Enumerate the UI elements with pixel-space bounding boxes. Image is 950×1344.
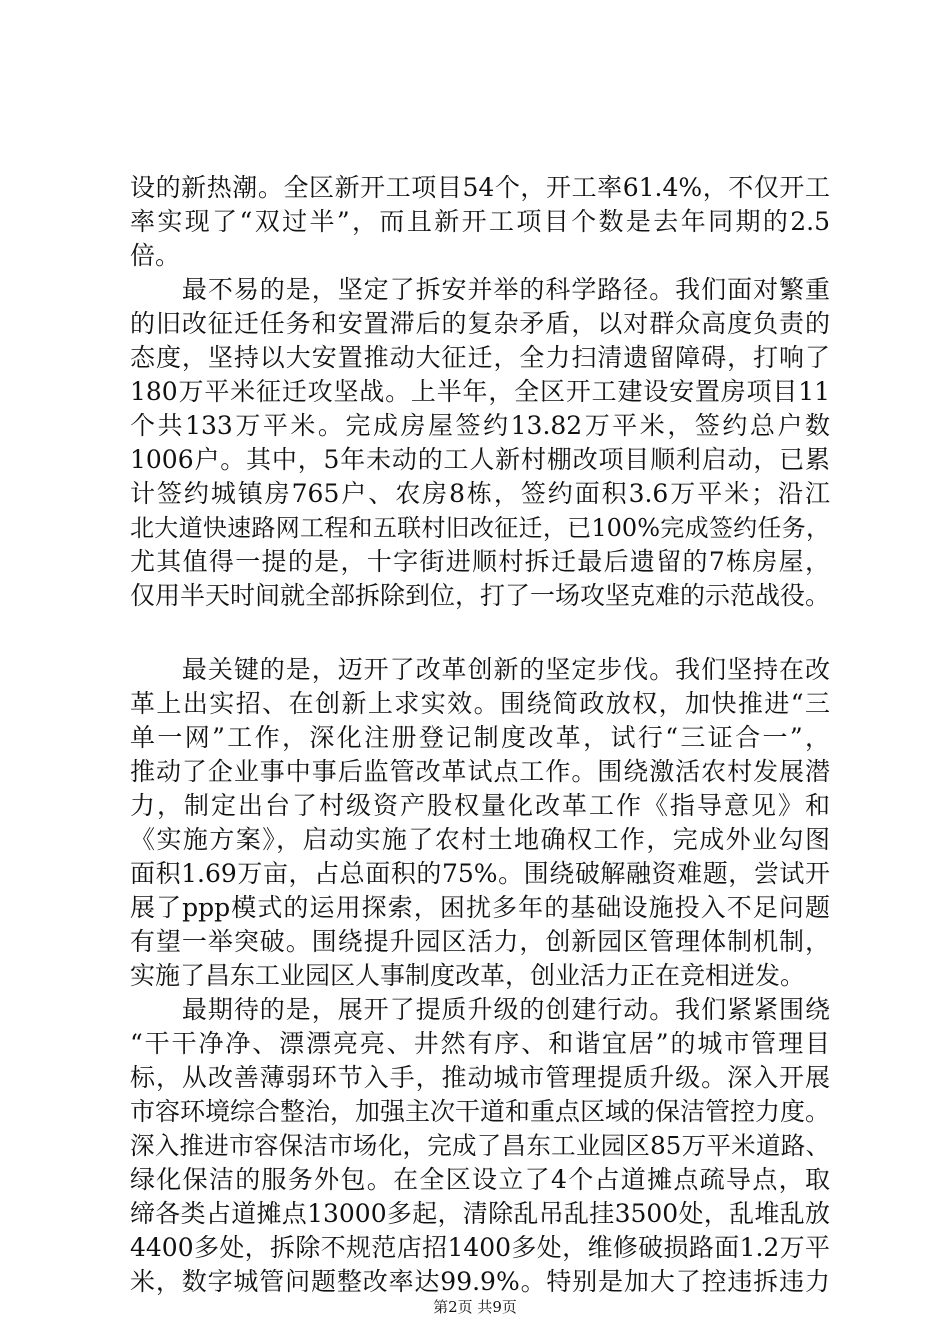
page-number-footer: 第2页 共9页 — [433, 1298, 517, 1316]
body-text-line: 有望一举突破。围绕提升园区活力，创新园区管理体制机制， — [130, 927, 830, 956]
body-text-line: 北大道快速路网工程和五联村旧改征迁，已100%完成签约任务， — [130, 514, 830, 542]
body-text-line: 深入推进市容保洁市场化，完成了昌东工业园区85万平米道路、 — [130, 1131, 830, 1160]
body-text-line: 最不易的是，坚定了拆安并举的科学路径。我们面对繁重 — [130, 275, 830, 304]
body-text-line: 态度，坚持以大安置推动大征迁，全力扫清遗留障碍，打响了 — [130, 343, 830, 372]
body-text-line: 180万平米征迁攻坚战。上半年，全区开工建设安置房项目11 — [130, 377, 830, 406]
body-text-line: 4400多处，拆除不规范店招1400多处，维修破损路面1.2万平 — [130, 1233, 830, 1262]
body-text-line: 缔各类占道摊点13000多起，清除乱吊乱挂3500处，乱堆乱放 — [130, 1199, 830, 1228]
body-text-line: 力，制定出台了村级资产股权量化改革工作《指导意见》和 — [130, 791, 830, 820]
body-text-line: 绿化保洁的服务外包。在全区设立了4个占道摊点疏导点，取 — [130, 1165, 830, 1194]
body-text-line: 倍。 — [130, 241, 181, 270]
body-text-line: 米，数字城管问题整改率达99.9%。特别是加大了控违拆违力 — [130, 1267, 830, 1296]
body-text-line: 展了ppp模式的运用探索，困扰多年的基础设施投入不足问题 — [130, 893, 830, 922]
body-text-line: 个共133万平米。完成房屋签约13.82万平米，签约总户数 — [130, 411, 830, 440]
body-text-line: 市容环境综合整治，加强主次干道和重点区域的保洁管控力度。 — [130, 1097, 831, 1126]
body-text-line: 推动了企业事中事后监管改革试点工作。围绕激活农村发展潜 — [130, 757, 830, 786]
body-text-line: 计签约城镇房765户、农房8栋，签约面积3.6万平米；沿江 — [130, 479, 830, 508]
body-text-line: 面积1.69万亩，占总面积的75%。围绕破解融资难题，尝试开 — [130, 859, 830, 888]
body-text-line: 标，从改善薄弱环节入手，推动城市管理提质升级。深入开展 — [130, 1063, 830, 1092]
body-text-line: “干干净净、漂漂亮亮、井然有序、和谐宜居”的城市管理目 — [130, 1029, 830, 1058]
body-text-line: 最期待的是，展开了提质升级的创建行动。我们紧紧围绕 — [130, 995, 830, 1024]
body-text-line: 的旧改征迁任务和安置滞后的复杂矛盾，以对群众高度负责的 — [130, 309, 830, 338]
body-text-line: 单一网”工作，深化注册登记制度改革，试行“三证合一”， — [130, 723, 830, 752]
body-text-line: 实施了昌东工业园区人事制度改革，创业活力正在竞相迸发。 — [130, 961, 806, 990]
body-text-line: 《实施方案》，启动实施了农村土地确权工作，完成外业勾图 — [130, 825, 830, 854]
body-text-line: 率实现了“双过半”，而且新开工项目个数是去年同期的2.5 — [130, 207, 830, 236]
body-text-line: 设的新热潮。全区新开工项目54个，开工率61.4%，不仅开工 — [130, 173, 830, 202]
body-text-line: 仅用半天时间就全部拆除到位，打了一场攻坚克难的示范战役。 — [130, 581, 831, 610]
body-text-line: 革上出实招、在创新上求实效。围绕简政放权，加快推进“三 — [130, 689, 830, 718]
body-text-line: 最关键的是，迈开了改革创新的坚定步伐。我们坚持在改 — [130, 655, 830, 684]
body-text-line: 1006户。其中，5年未动的工人新村棚改项目顺利启动，已累 — [130, 445, 830, 474]
body-text-line: 尤其值得一提的是，十字街进顺村拆迁最后遗留的7栋房屋， — [130, 547, 830, 576]
